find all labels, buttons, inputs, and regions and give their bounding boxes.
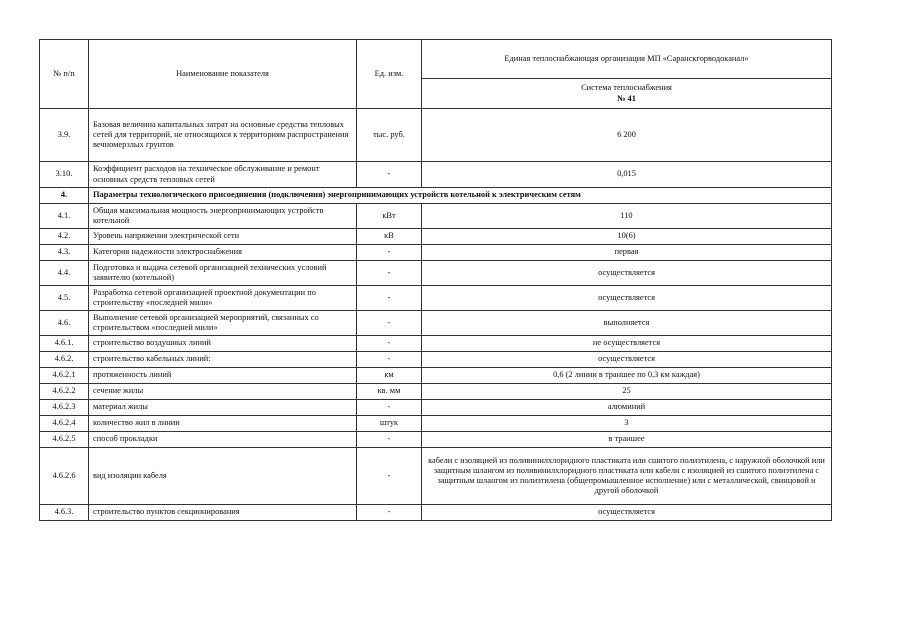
row-name: Коэффициент расходов на техническое обслуживание и ремонт основных средств тепловых сетей [89, 162, 357, 188]
row-name: строительство воздушных линий [89, 336, 357, 352]
row-name: вид изоляции кабеля [89, 448, 357, 505]
row-value: первая [422, 245, 832, 261]
row-unit: - [357, 505, 422, 521]
row-name: строительство пунктов секционирования [89, 505, 357, 521]
row-name: протяженность линий [89, 368, 357, 384]
row-name: Подготовка и выдача сетевой организацией технических условий заявителю (котельной) [89, 261, 357, 286]
row-unit: - [357, 286, 422, 311]
row-unit: - [357, 311, 422, 336]
row-unit: - [357, 162, 422, 188]
row-name: Общая максимальная мощность энергопринимающих устройств котельной [89, 204, 357, 229]
row-unit: - [357, 400, 422, 416]
row-number: 4.6.2.2 [40, 384, 89, 400]
section-title: Параметры технологического присоединения (подключения) энергопринимающих устройств котельной к электрическим сетям [89, 188, 832, 204]
row-unit: - [357, 245, 422, 261]
row-name: количество жил в линии [89, 416, 357, 432]
row-unit: кв. мм [357, 384, 422, 400]
table-row [40, 368, 832, 384]
table-row [40, 336, 832, 352]
table-row [40, 109, 832, 162]
row-name: Категория надежности электроснабжения [89, 245, 357, 261]
row-number: 4.6.2. [40, 352, 89, 368]
row-unit: штук [357, 416, 422, 432]
row-value: 110 [422, 204, 832, 229]
row-unit: - [357, 352, 422, 368]
parameters-table [39, 39, 832, 521]
row-number: 4.6. [40, 311, 89, 336]
row-value: не осуществляется [422, 336, 832, 352]
table-row [40, 286, 832, 311]
table-row [40, 245, 832, 261]
row-unit: - [357, 261, 422, 286]
row-value: 25 [422, 384, 832, 400]
row-name: Выполнение сетевой организацией мероприятий, связанных со строительством «последней мили» [89, 311, 357, 336]
header-name: Наименование показателя [89, 40, 357, 109]
section-row [40, 188, 832, 204]
table-row [40, 352, 832, 368]
row-number: 4.6.3. [40, 505, 89, 521]
header-unit: Ед. изм. [357, 40, 422, 109]
row-value: осуществляется [422, 261, 832, 286]
row-value: 0,015 [422, 162, 832, 188]
table-row [40, 448, 832, 505]
header-system-label: Система теплоснабжения [581, 83, 672, 93]
row-name: Уровень напряжения электрической сети [89, 229, 357, 245]
row-value: в траншее [422, 432, 832, 448]
table-row [40, 400, 832, 416]
row-number: 4.1. [40, 204, 89, 229]
row-unit: - [357, 432, 422, 448]
row-name: Базовая величина капитальных затрат на основные средства тепловых сетей для территорий, не относящихся к территориям распространения вечномерзлых грунтов [89, 109, 357, 162]
table-row [40, 416, 832, 432]
header-system-number: № 41 [617, 93, 636, 103]
row-number: 3.10. [40, 162, 89, 188]
row-unit: тыс. руб. [357, 109, 422, 162]
row-unit: - [357, 448, 422, 505]
row-name: строительство кабельных линий: [89, 352, 357, 368]
table-row [40, 162, 832, 188]
row-value: 0,6 (2 линии в траншее по 0,3 км каждая) [422, 368, 832, 384]
header-system [422, 79, 832, 109]
row-value: алюминий [422, 400, 832, 416]
row-value: 6 200 [422, 109, 832, 162]
row-number: 4. [40, 188, 89, 204]
row-value: выполняется [422, 311, 832, 336]
row-unit: кВт [357, 204, 422, 229]
header-organization: Единая теплоснабжающая организация МП «Саранскгорводоканал» [422, 40, 832, 79]
table-row [40, 384, 832, 400]
row-number: 4.6.2.4 [40, 416, 89, 432]
table-row [40, 261, 832, 286]
row-number: 4.6.2.1 [40, 368, 89, 384]
row-value: 10(6) [422, 229, 832, 245]
row-value: кабели с изоляцией из поливинилхлоридного пластиката или сшитого полиэтилена, с наружной оболочкой или защитным шлангом из поливинилхлоридного пластиката или кабели с изоляцией из сшитого полиэтилена с защитным шлангом из полиэтилена (общепромышленное исполнение) или с металлической, свинцовой и другой оболочкой [422, 448, 832, 505]
row-number: 4.3. [40, 245, 89, 261]
table-row [40, 432, 832, 448]
row-number: 4.6.2.6 [40, 448, 89, 505]
row-unit: кВ [357, 229, 422, 245]
row-number: 4.6.2.3 [40, 400, 89, 416]
table-row [40, 505, 832, 521]
row-value: осуществляется [422, 505, 832, 521]
row-unit: - [357, 336, 422, 352]
row-value: осуществляется [422, 286, 832, 311]
header-number: № п/п [40, 40, 89, 109]
table-row [40, 229, 832, 245]
table-row [40, 204, 832, 229]
table-row [40, 311, 832, 336]
row-name: Разработка сетевой организацией проектной документации по строительству «последней мили» [89, 286, 357, 311]
row-number: 4.5. [40, 286, 89, 311]
row-value: 3 [422, 416, 832, 432]
row-value: осуществляется [422, 352, 832, 368]
row-name: сечение жилы [89, 384, 357, 400]
row-unit: км [357, 368, 422, 384]
row-number: 4.6.1. [40, 336, 89, 352]
row-number: 4.2. [40, 229, 89, 245]
row-name: материал жилы [89, 400, 357, 416]
row-number: 3.9. [40, 109, 89, 162]
row-number: 4.4. [40, 261, 89, 286]
row-number: 4.6.2.5 [40, 432, 89, 448]
row-name: способ прокладки [89, 432, 357, 448]
